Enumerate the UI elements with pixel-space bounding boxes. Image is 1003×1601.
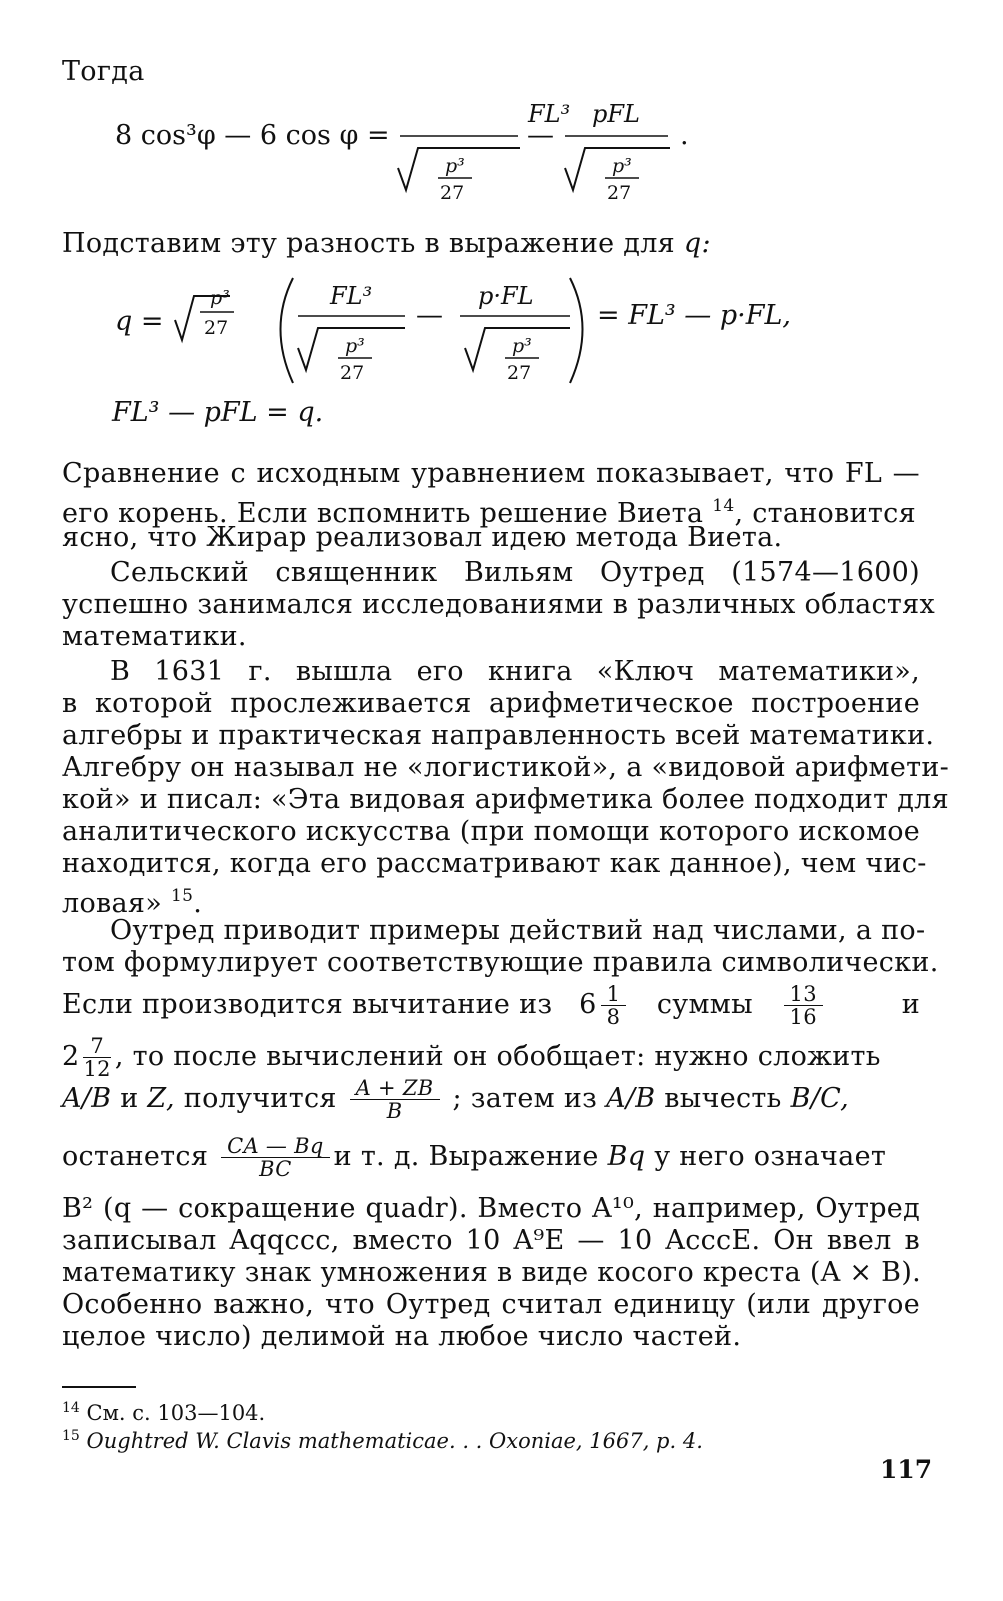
equation-2 <box>100 268 860 388</box>
equation-3: FL³ — pFL = q. <box>112 397 324 428</box>
svg-text:p³: p³ <box>210 287 230 309</box>
text-line: Сельский священник Вильям Оутред (1574—1600) <box>110 557 920 588</box>
text-line: останется $\frac{CA — Bq}{BC}$ и т. д. Выражение Bq у него означает <box>62 1134 887 1181</box>
eq1-numerator-2: pFL <box>592 100 640 128</box>
footnote-rule <box>62 1386 136 1388</box>
text-line: Алгебру он называл не «логистикой», а «видовой арифмети- <box>62 752 950 783</box>
text-line: его корень. Если вспомнить решение Виета $^{14}$, становится <box>62 496 916 529</box>
page-number: 117 <box>880 1455 933 1484</box>
text-line: Сравнение с исходным уравнением показывает, что FL — <box>62 458 920 489</box>
fraction-7-12: $\frac{7}{12}$ <box>83 1034 111 1081</box>
footnote-14: $^{14}$ См. с. 103—104. <box>62 1400 266 1425</box>
eq2-rhs: = FL³ — p·FL, <box>597 300 791 331</box>
svg-text:—: — <box>416 300 443 331</box>
fraction-13-16: $\frac{13}{16}$ <box>784 983 823 1028</box>
svg-text:27: 27 <box>340 362 365 384</box>
svg-text:27: 27 <box>607 182 632 204</box>
eq2-q: q = <box>115 306 164 337</box>
text-line: Если производится вычитание из 6 $\frac{1}{8}$ суммы $\frac{13}{16}$ и <box>62 982 920 1029</box>
fraction-a-plus-zb-over-b: $\frac{A + ZB}{B}$ <box>350 1077 440 1122</box>
svg-text:27: 27 <box>507 362 532 384</box>
svg-text:—: — <box>527 120 554 151</box>
text-line: A/B и Z, получится $\frac{A + ZB}{B}$ ; затем из A/B вычесть B/C, <box>62 1076 849 1123</box>
fraction-1-8: $\frac{1}{8}$ <box>601 983 627 1028</box>
eq2-numerator-2: p·FL <box>478 282 534 310</box>
text-line: математику знак умножения в виде косого креста (A × B). <box>62 1257 922 1288</box>
text-line: ясно, что Жирар реализовал идею метода Виета. <box>62 522 783 553</box>
text-line: Оутред приводит примеры действий над числами, а по- <box>110 915 926 946</box>
eq1-rad-den: 27 <box>440 182 465 204</box>
text-line: Тогда <box>62 56 145 87</box>
eq1-rad-num: p³ <box>445 155 465 177</box>
equation-1 <box>100 98 720 208</box>
text-line: том формулирует соответствующие правила символически. <box>62 947 939 978</box>
footnote-15: $^{15}$ Oughtred W. Clavis mathematicae. . . Oxoniae, 1667, p. 4. <box>62 1428 703 1453</box>
text-line: математики. <box>62 621 247 652</box>
text-line: в которой прослеживается арифметическое построение <box>62 688 920 719</box>
text-line: алгебры и практическая направленность всей математики. <box>62 720 935 751</box>
text-line: 2 $\frac{7}{12}$ , то после вычислений он обобщает: нужно сложить <box>62 1034 881 1081</box>
svg-text:p³: p³ <box>512 335 532 357</box>
text-line: успешно занимался исследованиями в различных областях <box>62 589 936 620</box>
text-line: Особенно важно, что Оутред считал единицу (или другое <box>62 1289 920 1320</box>
eq1-numerator-1: FL³ <box>528 100 571 128</box>
text-line: целое число) делимой на любое число частей. <box>62 1321 742 1352</box>
svg-text:p³: p³ <box>345 335 365 357</box>
text-line: В 1631 г. вышла его книга «Ключ математики», <box>110 656 920 687</box>
text-line: записывал Aqqccc, вместо 10 A⁹E — 10 AcccE. Он ввел в <box>62 1225 920 1256</box>
text-line: аналитического искусства (при помощи которого искомое <box>62 816 921 847</box>
text-line: кой» и писал: «Эта видовая арифметика более подходит для <box>62 784 949 815</box>
svg-text:27: 27 <box>204 317 229 339</box>
text-line: находится, когда его рассматривают как данное), чем чис- <box>62 848 927 879</box>
eq1-lhs: 8 cos³φ — 6 cos φ = <box>115 120 390 151</box>
text-line: ловая» $^{15}$. <box>62 886 203 919</box>
text-line: Подставим эту разность в выражение для q: <box>62 228 711 259</box>
eq2-numerator-1: FL³ <box>330 282 373 310</box>
fraction-ca-minus-bq-over-bc: $\frac{CA — Bq}{BC}$ <box>221 1135 330 1180</box>
svg-text:p³: p³ <box>612 155 632 177</box>
text-line: B² (q — сокращение quadr). Вместо A¹⁰, например, Оутред <box>62 1193 920 1224</box>
svg-text:.: . <box>680 120 689 151</box>
